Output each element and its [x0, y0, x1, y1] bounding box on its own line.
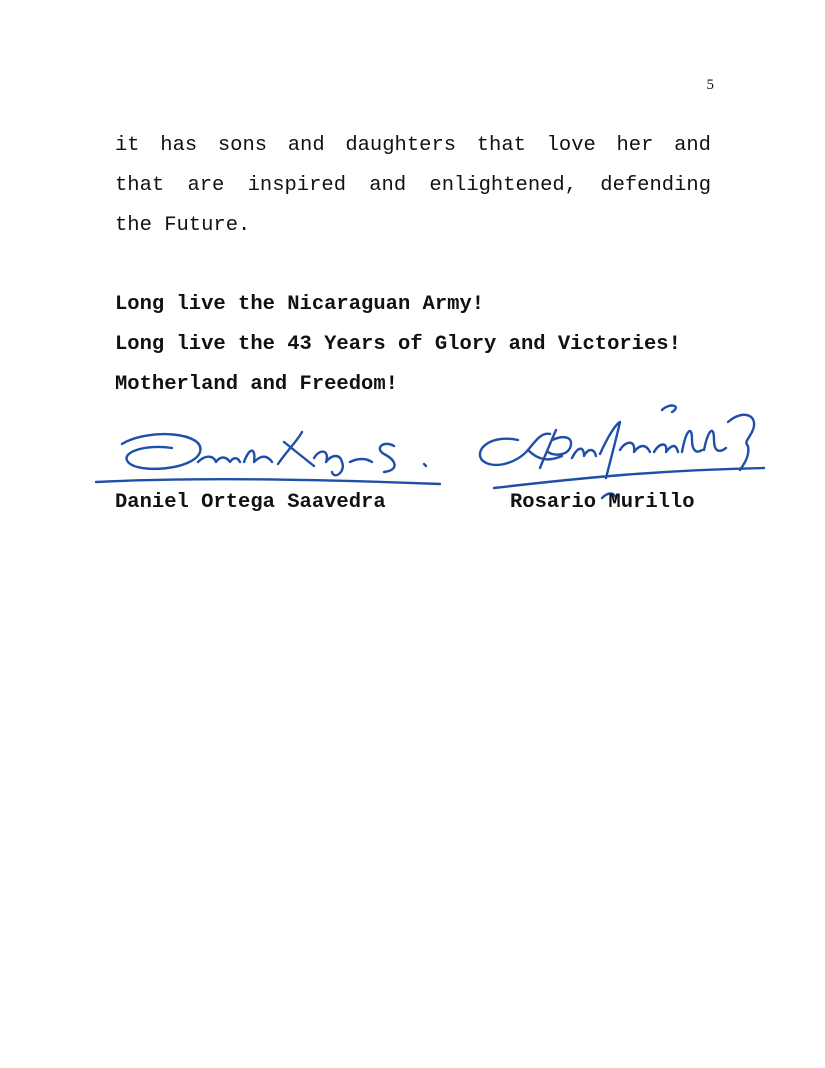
page-number: 5 — [706, 77, 714, 93]
body-line: it has sons and daughters that love her and — [115, 134, 711, 157]
body-paragraph — [115, 126, 711, 246]
body-line: the Future. — [115, 214, 251, 237]
slogan-line: Long live the Nicaraguan Army! — [115, 293, 485, 316]
body-line: that are inspired and enlightened, defending — [115, 174, 711, 197]
signatory-name-right: Rosario Murillo — [510, 491, 695, 514]
slogan-line: Long live the 43 Years of Glory and Victories! — [115, 333, 681, 356]
signature-left — [88, 418, 448, 496]
signatory-name-left: Daniel Ortega Saavedra — [115, 491, 386, 514]
closing-slogans — [115, 285, 735, 405]
slogan-line: Motherland and Freedom! — [115, 373, 398, 396]
